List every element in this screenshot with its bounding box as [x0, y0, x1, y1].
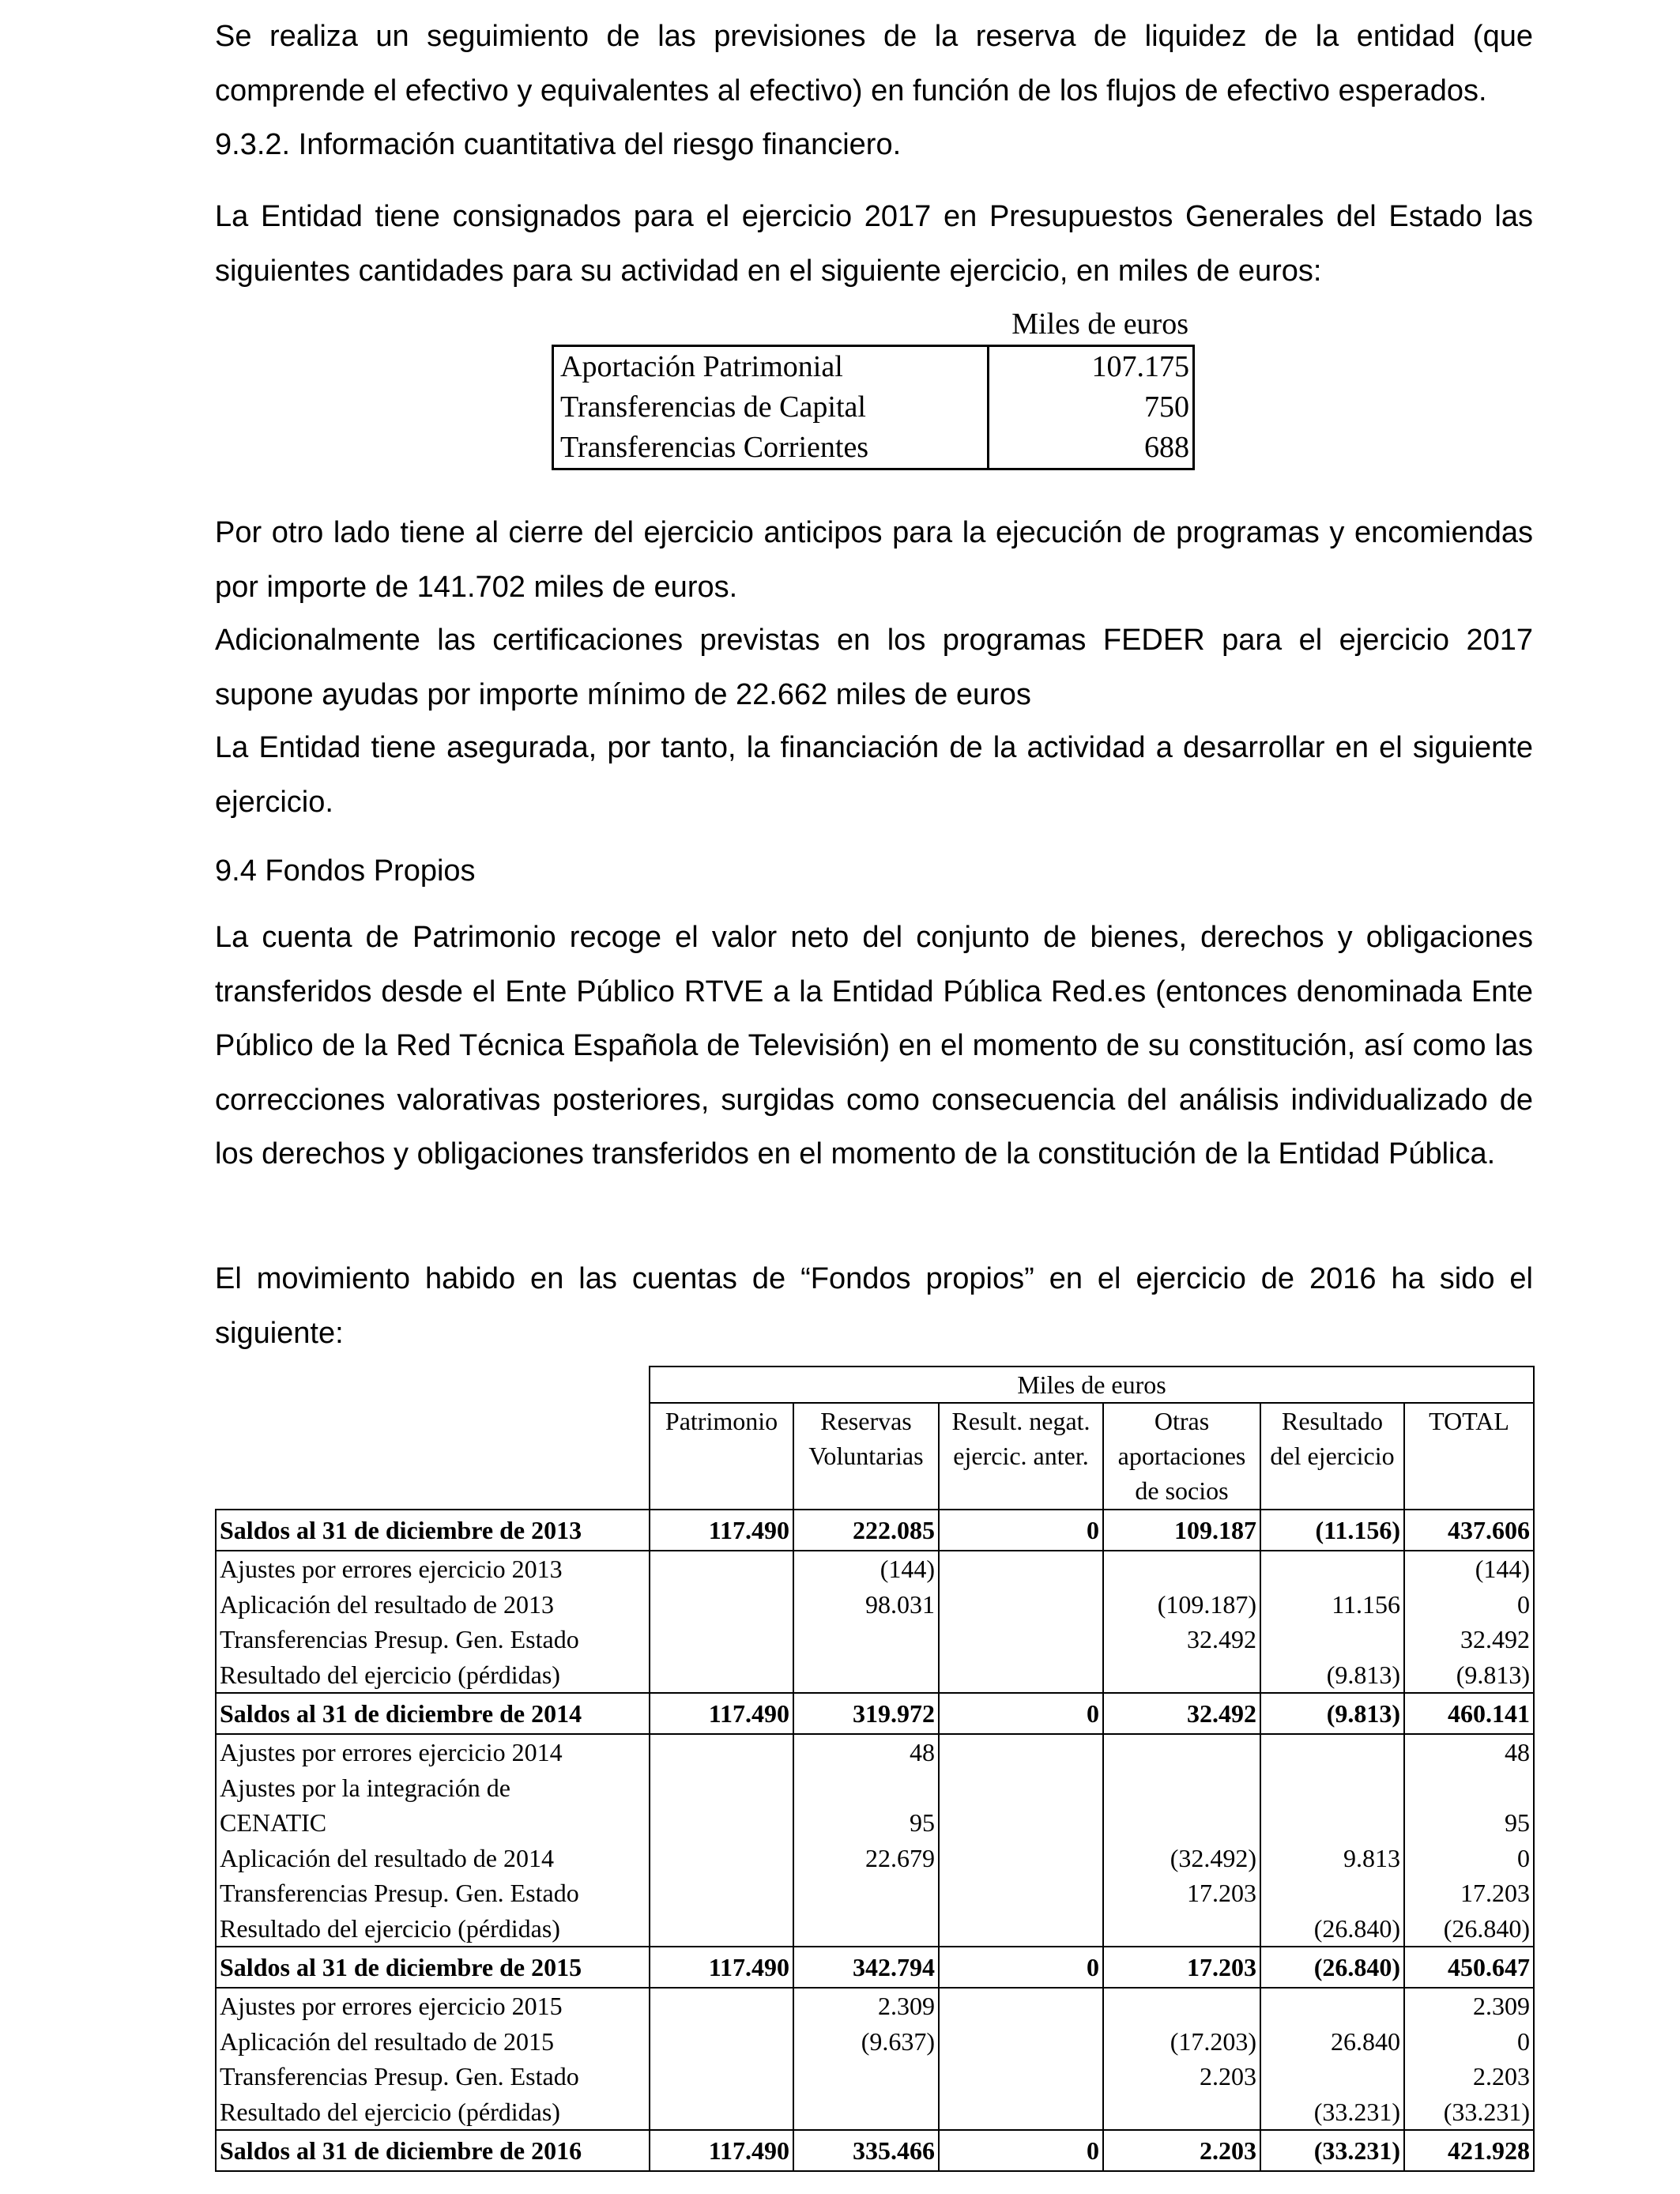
paragraph-budget-intro: La Entidad tiene consignados para el ejercicio 2017 en Presupuestos Generales del Estado las siguientes cantidades para su actividad en el siguiente ejercicio, en miles de euros:: [215, 200, 1533, 288]
paragraph-feder: Adicionalmente las certificaciones previstas en los programas FEDER para el ejercicio 2017 supone ayudas por importe mínimo de 22.662 miles de euros: [215, 624, 1533, 711]
col-header-patrimonio: Patrimonio: [650, 1403, 793, 1510]
movement-labels: Ajustes por errores ejercicio 2015 Aplicación del resultado de 2015 Transferencias Presup. Gen. Estado Resultado del ejercicio (pérdidas): [216, 1988, 650, 2130]
movement-group-2015: Ajustes por errores ejercicio 2014 Ajustes por la integración de CENATIC Aplicación del resultado de 2014 Transferencias Presup. Gen. Estado Resultado del ejercicio (pérdidas) 48 95 22.679 (32.492) 17.203 9.813 (26.840) 48 95 0 17.203 (26.840): [216, 1734, 1534, 1947]
budget-table: [552, 345, 1195, 470]
heading-932: 9.3.2. Información cuantitativa del riesgo financiero.: [215, 128, 902, 161]
paragraph-patrimonio: La cuenta de Patrimonio recoge el valor neto del conjunto de bienes, derechos y obligaciones transferidos desde el Ente Público RTVE a la Entidad Pública Red.es (entonces denominada Ente Público de la Red Técnica Española de Televisión) en el momento de su constitución, así como las correcciones valorativas posteriores, surgidas como consecuencia del análisis individualizado de los derechos y obligaciones transferidos en el momento de la constitución de la Entidad Pública.: [215, 921, 1533, 1171]
table-row: [553, 428, 1194, 469]
row-value: 688: [989, 428, 1194, 469]
paragraph-movement-intro: El movimiento habido en las cuentas de “Fondos propios” en el ejercicio de 2016 ha sido el siguiente:: [215, 1262, 1533, 1350]
row-value: 750: [989, 387, 1194, 428]
balance-row-2016: Saldos al 31 de diciembre de 2016 117.490 335.466 0 2.203 (33.231) 421.928: [216, 2130, 1534, 2171]
table-row: [553, 346, 1194, 388]
col-header-reservas: Reservas Voluntarias: [793, 1403, 939, 1510]
row-value: 107.175: [989, 346, 1194, 388]
movement-group-2016: Ajustes por errores ejercicio 2015 Aplicación del resultado de 2015 Transferencias Presup. Gen. Estado Resultado del ejercicio (pérdidas) 2.309 (9.637) (17.203) 2.203 26.840 (33.231) 2.309 0 2.203 (33.231): [216, 1988, 1534, 2130]
paragraph-financing: La Entidad tiene asegurada, por tanto, la financiación de la actividad a desarrollar en el siguiente ejercicio.: [215, 731, 1533, 819]
movement-labels: Ajustes por errores ejercicio 2013 Aplicación del resultado de 2013 Transferencias Presup. Gen. Estado Resultado del ejercicio (pérdidas): [216, 1551, 650, 1693]
balance-row-2014: Saldos al 31 de diciembre de 2014 117.490 319.972 0 32.492 (9.813) 460.141: [216, 1693, 1534, 1734]
heading-94: 9.4 Fondos Propios: [215, 854, 476, 888]
table-row: [553, 387, 1194, 428]
row-label: Transferencias Corrientes: [560, 431, 869, 464]
empty-corner: [216, 1367, 650, 1510]
balance-row-2015: Saldos al 31 de diciembre de 2015 117.490 342.794 0 17.203 (26.840) 450.647: [216, 1947, 1534, 1988]
movement-labels: Ajustes por errores ejercicio 2014 Ajustes por la integración de CENATIC Aplicación del resultado de 2014 Transferencias Presup. Gen. Estado Resultado del ejercicio (pérdidas): [216, 1734, 650, 1947]
equity-table: [215, 1366, 1535, 2172]
row-label: Aportación Patrimonial: [560, 350, 843, 383]
equity-table-caption: Miles de euros: [650, 1367, 1534, 1403]
col-header-result-negat: Result. negat. ejercic. anter.: [939, 1403, 1103, 1510]
col-header-otras: Otras aportaciones de socios: [1103, 1403, 1260, 1510]
paragraph-liquidity-reserve: Se realiza un seguimiento de las previsiones de la reserva de liquidez de la entidad (que comprende el efectivo y equivalentes al efectivo) en función de los flujos de efectivo esperados.: [215, 20, 1533, 107]
balance-row-2013: Saldos al 31 de diciembre de 2013 117.490 222.085 0 109.187 (11.156) 437.606: [216, 1510, 1534, 1551]
col-header-resultado: Resultado del ejercicio: [1260, 1403, 1404, 1510]
row-label: Transferencias de Capital: [560, 390, 866, 424]
movement-group-2014: Ajustes por errores ejercicio 2013 Aplicación del resultado de 2013 Transferencias Presup. Gen. Estado Resultado del ejercicio (pérdidas) (144) 98.031 (109.187) 32.492 11.156 (9.813) (144) 0 32.492 (9.813): [216, 1551, 1534, 1693]
budget-table-caption: Miles de euros: [1011, 307, 1188, 341]
paragraph-advances: Por otro lado tiene al cierre del ejercicio anticipos para la ejecución de programas y encomiendas por importe de 141.702 miles de euros.: [215, 516, 1533, 604]
col-header-total: TOTAL: [1404, 1403, 1534, 1510]
